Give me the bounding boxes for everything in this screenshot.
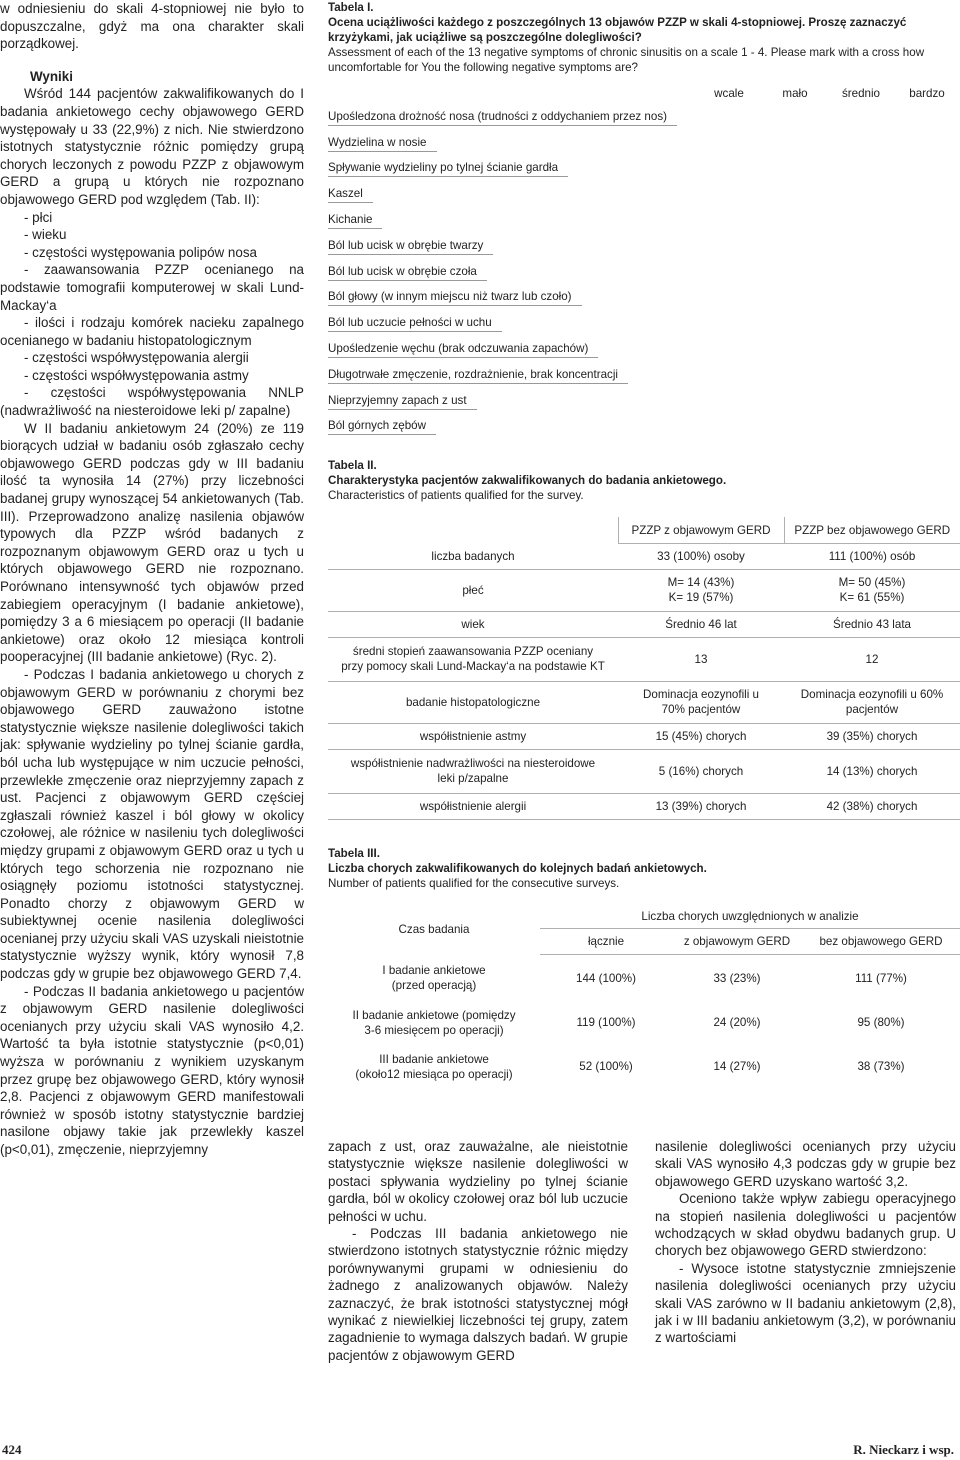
table2-subtitle: Characteristics of patients qualified for the survey. [328, 489, 584, 503]
symptom-label: Spływanie wydzieliny po tylnej ścianie gardła [328, 161, 568, 177]
table-row [328, 234, 960, 260]
table3-caption [328, 846, 960, 891]
symptom-label: Upośledzenie węchu (brak odczuwania zapachów) [328, 342, 598, 358]
list-item: - wieku [24, 227, 67, 243]
scale-label: bardzo [909, 86, 945, 100]
symptom-label: Ból głowy (w innym miejscu niż twarz lub czoło) [328, 290, 582, 306]
symptom-label: Ból lub ucisk w obrębie twarzy [328, 239, 493, 255]
column-header: bez objawowego GERD [802, 929, 960, 955]
scale-label: średnio [841, 86, 881, 100]
symptom-label: Nieprzyjemny zapach z ust [328, 394, 477, 410]
cell: 33 (100%) osoby [618, 543, 784, 569]
cell: 52 (100%) [579, 1060, 633, 1074]
row-label: II badanie ankietowe (pomiędzy 3-6 miesięcem po operacji) [352, 1008, 516, 1037]
factor-list [0, 209, 304, 420]
symptom-label: Długotrwałe zmęczenie, rozdrażnienie, brak koncentracji [328, 368, 628, 384]
table-row [328, 208, 960, 234]
table-row [328, 286, 960, 312]
results-heading: Wyniki [30, 68, 73, 84]
list-item: - płci [24, 209, 53, 225]
table1-label: Tabela I. [328, 1, 374, 14]
row-label: współistnienie astmy [328, 723, 618, 749]
body-paragraph: nasilenie dolegliwości ocenianych przy użyciu skali VAS wynosiło 4,3 podczas gdy w grupie bez objawowego GERD uzyskano wartość 3,2. [655, 1139, 956, 1189]
column-header: PZZP bez objawowego GERD [784, 517, 960, 543]
symptom-label: Wydzielina w nosie [328, 136, 437, 152]
body-paragraph: - Wysoce istotne statystycznie zmniejszenie nasilenia dolegliwości ocenianych przy użyciu skali VAS zarówno w II badaniu ankietowym (2,8), jak i w III badaniu ankietowym (3,2), w porównaniu z wartościami [655, 1260, 956, 1346]
table-row [328, 337, 960, 363]
right-column [328, 0, 960, 1089]
cell: 5 (16%) chorych [618, 749, 784, 793]
table-row [328, 311, 960, 337]
table-row [328, 105, 960, 131]
group-header: Liczba chorych uwzględnionych w analizie [540, 905, 960, 929]
cell: 13 [618, 637, 784, 681]
table2 [328, 517, 960, 820]
table2-title: Charakterystyka pacjentów zakwalifikowanych do badania ankietowego. [328, 474, 727, 488]
table2-label: Tabela II. [328, 459, 377, 473]
cell: Dominacja eozynofili u 70% pacjentów [618, 681, 784, 723]
results-para-1: Wśród 144 pacjentów zakwalifikowanych do I badania ankietowego cechy objawowego GERD występowały u 33 (22,9%) z nich. Nie stwierdzono istotnych statystycznie różnic pomiędzy grupą chorych leczonych z powodu PZZP z objawowym GERD a grupą u których nie rozpoznano objawowego GERD pod względem (Tab. II): [0, 86, 304, 207]
results-para-2: W II badaniu ankietowym 24 (20%) ze 119 biorących udział w badaniu osób zgłaszało cechy objawowego GERD podczas gdy w III badaniu ilość ta wynosiła 14 (27%) przy liczebności badanej grupy wynoszącej 54 ankietowanych (Tab. III). Przeprowadzono analizę nasilenia objawów typowych dla PZZP wśród badanych z rozpoznanym objawowym GERD oraz u tych u których objawowego GERD nie rozpoznano. Porównano intensywność tych objawów przed zabiegiem operacyjnym (I badanie ankietowe), pomiędzy 3 a 6 miesiącem po operacji (II badanie ankietowe) oraz około 12 miesiąca kontroli pooperacyjnej (III badanie ankietowe) (Ryc. 2). [0, 420, 304, 665]
table-row [328, 681, 960, 723]
body-paragraph: - Podczas III badania ankietowego nie stwierdzono istotnych statystycznie różnic między porównywanymi grupami w odniesieniu do żadnego z analizowanych objawów. Należy zaznaczyć, że brak istotności statystycznej mógł wynikać z niewielkiej liczebności tej grupy, zatem zagadnienie to wymaga dalszych badań. W grupie pacjentów z objawowym GERD [328, 1226, 628, 1363]
table2-caption [328, 458, 960, 503]
row-label: wiek [328, 611, 618, 637]
list-item: - częstości współwystępowania astmy [24, 367, 249, 383]
table-row [328, 389, 960, 415]
list-item: - zaawansowania PZZP ocenianego na podstawie tomografii komputerowej w skali Lund-Mackay‘a [0, 262, 304, 313]
cell: M= 50 (45%) K= 61 (55%) [784, 569, 960, 611]
running-author: R. Nieckarz i wsp. [853, 1442, 954, 1457]
row-label: liczba badanych [328, 543, 618, 569]
table1-subtitle: Assessment of each of the 13 negative symptoms of chronic sinusitis on a scale 1 - 4. Please mark with a cross how uncomfortable for You the following negative symptoms are? [328, 46, 925, 74]
table3 [328, 905, 960, 1089]
column-header: łącznie [540, 929, 672, 955]
row-label: I badanie ankietowe (przed operacją) [382, 963, 486, 992]
column-header: z objawowym GERD [672, 929, 802, 955]
cell: 33 (23%) [713, 971, 761, 985]
cell: 12 [784, 637, 960, 681]
row-label: współistnienie alergii [328, 793, 618, 819]
table1-title: Ocena uciążliwości każdego z poszczególnych 13 objawów PZZP w skali 4-stopniowej. Proszę zaznaczyć krzyżykami, jak uciążliwe są poszczególne dolegliwości? [328, 16, 907, 44]
cell: Dominacja eozynofili u 60% pacjentów [784, 681, 960, 723]
list-item: - częstości występowania polipów nosa [24, 244, 257, 260]
table3-subtitle: Number of patients qualified for the consecutive surveys. [328, 876, 620, 890]
cell: 111 (77%) [855, 971, 907, 985]
table-row [328, 569, 960, 611]
cell: 144 (100%) [576, 971, 636, 985]
row-label: płeć [328, 569, 618, 611]
table-row [328, 131, 960, 157]
left-column [0, 0, 304, 1159]
cell: M= 14 (43%) K= 19 (57%) [618, 569, 784, 611]
cell: 24 (20%) [713, 1016, 761, 1030]
table-row [328, 543, 960, 569]
list-item: - częstości współwystępowania alergii [24, 350, 249, 366]
table-header-row [328, 905, 960, 929]
row-label: średni stopień zaawansowania PZZP oceniany przy pomocy skali Lund-Mackay‘a na podstawie KT [328, 637, 618, 681]
cell: 42 (38%) chorych [784, 793, 960, 819]
symptom-label: Kaszel [328, 187, 373, 203]
cell: 38 (73%) [857, 1060, 905, 1074]
intro-text: w odniesieniu do skali 4-stopniowej nie było to dopuszczalne, gdyż ma ona charakter skali porządkowej. [0, 1, 304, 52]
results-para-3: - Podczas I badania ankietowego u chorych z objawowym GERD w porównaniu z chorymi bez objawowego GERD zauważono istotne statystycznie większe nasilenie dolegliwości takich jak: spływanie wydzieliny po tylnej ścianie gardła, ból ucha lub występujące w nim uczucie pełności, przewlekłe zmęczenie oraz nieprzyjemny zapach z ust. Pacjenci z objawowym GERD częściej zgłaszali również kaszel i ból głowy w okolicy czołowej, ale różnice w nasileniu tych dolegliwości między grupami z objawowym GERD oraz u tych u których tego schorzenia nie rozpoznano nie osiągnęły poziomu istotności statystycznej. Ponadto chorzy z objawowym GERD w subiektywnej ocenie nasilenia dolegliwości ocenianej przy użyciu skali VAS uzyskali nieistotnie statystycznie wyższy wynik, który wynosił 7,8 podczas gdy w grupie bez objawowego GERD 7,4. [0, 666, 304, 982]
cell: 119 (100%) [576, 1016, 636, 1030]
table-row [328, 1001, 960, 1045]
bottom-middle-column [328, 1138, 628, 1364]
cell: 13 (39%) chorych [618, 793, 784, 819]
cell: 39 (35%) chorych [784, 723, 960, 749]
bottom-right-column [655, 1138, 956, 1347]
table-row [328, 723, 960, 749]
symptom-label: Ból górnych zębów [328, 419, 436, 435]
cell: 14 (13%) chorych [784, 749, 960, 793]
cell: 14 (27%) [713, 1060, 761, 1074]
first-column-header: Czas badania [398, 923, 470, 937]
table-row [328, 793, 960, 819]
column-header: PZZP z objawowym GERD [618, 517, 784, 543]
table3-title: Liczba chorych zakwalifikowanych do kolejnych badań ankietowych. [328, 861, 707, 875]
table-row [328, 955, 960, 1001]
cell: Średnio 43 lata [784, 611, 960, 637]
symptom-label: Upośledzona drożność nosa (trudności z oddychaniem przez nos) [328, 110, 677, 126]
cell: Średnio 46 lat [618, 611, 784, 637]
table3-label: Tabela III. [328, 846, 380, 860]
table-row [328, 260, 960, 286]
table-row [328, 637, 960, 681]
table1-caption [328, 0, 960, 75]
scale-label: mało [782, 86, 808, 100]
symptom-label: Ból lub ucisk w obrębie czoła [328, 265, 487, 281]
cell: 15 (45%) chorych [618, 723, 784, 749]
table-row [328, 749, 960, 793]
cell: 111 (100%) osób [784, 543, 960, 569]
symptom-label: Kichanie [328, 213, 382, 229]
body-paragraph: Oceniono także wpływ zabiegu operacyjnego na stopień nasilenia dolegliwości u pacjentów wchodzących w skład obydwu badanych grup. U chorych bez objawowego GERD stwierdzono: [655, 1191, 956, 1259]
symptom-label: Ból lub uczucie pełności w uchu [328, 316, 502, 332]
table1-scale-header [328, 81, 960, 105]
table-header-row [328, 517, 960, 543]
table-row [328, 415, 960, 441]
page-number: 424 [2, 1442, 22, 1457]
table-row [328, 363, 960, 389]
table-row [328, 157, 960, 183]
cell: 95 (80%) [857, 1016, 905, 1030]
list-item: - ilości i rodzaju komórek nacieku zapalnego ocenianego w badaniu histopatologicznym [0, 315, 304, 348]
list-item: - częstości współwystępowania NNLP (nadwrażliwość na niesteroidowe leki p/ zapalne) [0, 385, 304, 419]
table-row [328, 1045, 960, 1089]
row-label: współistnienie nadwrażliwości na niesteroidowe leki p/zapalne [328, 749, 618, 793]
table-row [328, 611, 960, 637]
scale-label: wcale [714, 86, 744, 100]
row-label: badanie histopatologiczne [328, 681, 618, 723]
table-row [328, 182, 960, 208]
results-para-4: - Podczas II badania ankietowego u pacjentów z objawowym GERD nasilenie dolegliwości ocenianych przy użyciu skali VAS wynosiło 4,2. Wartość ta była istotnie statystycznie (p<0,01) wyższa w porównaniu z wynikiem uzyskanym przez grupę bez objawowego GERD, który wynosił 2,8. Pacjenci z objawowym GERD manifestowali również w sposób istotny statystycznie bardziej nasilone objawy takie jak przewlekły kaszel (p<0,01), zmęczenie, nieprzyjemny [0, 983, 304, 1157]
body-paragraph: zapach z ust, oraz zauważalne, ale nieistotnie statystycznie większe nasilenie dolegliwości w postaci spływania wydzieliny po tylnej ścianie gardła, ból w okolicy czołowej oraz ból lub uczucie pełności w uchu. [328, 1139, 628, 1224]
table1 [328, 81, 960, 440]
row-label: III badanie ankietowe (około12 miesiąca po operacji) [355, 1052, 513, 1081]
